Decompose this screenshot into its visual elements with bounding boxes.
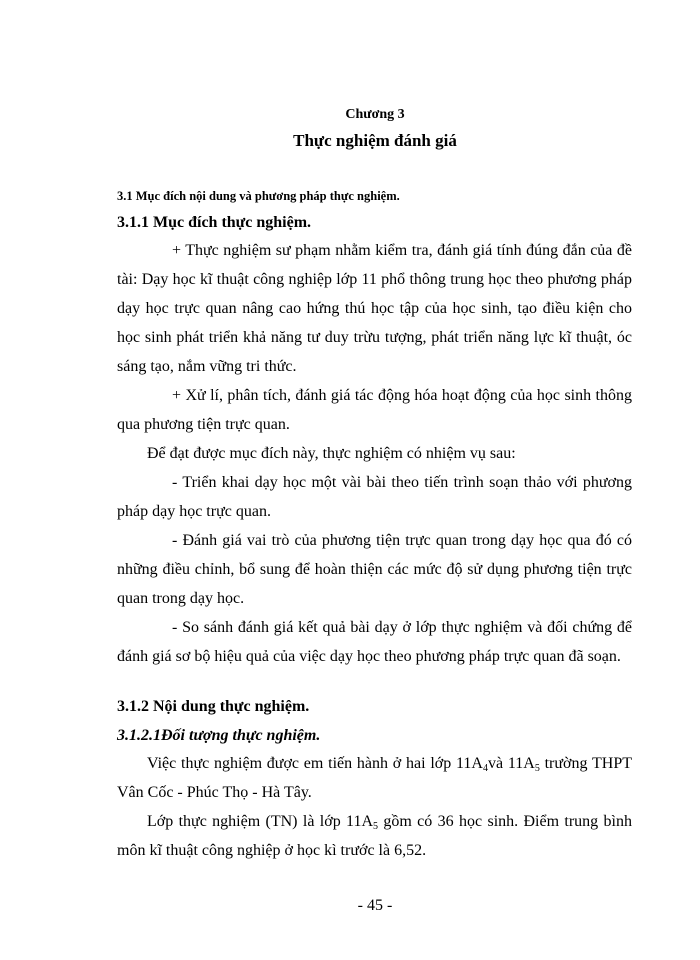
task-item-1: - Triển khai dạy học một vài bài theo tiến trình soạn thảo với phương pháp dạy học trực quan. — [117, 474, 632, 520]
section-3-1-2-1-heading: 3.1.2.1Đối tượng thực nghiệm. — [117, 727, 321, 744]
task-item-2: - Đánh giá vai trò của phương tiện trực quan trong dạy học qua đó có những điều chỉnh, bổ sung để hoàn thiện các mức độ sử dụng phương tiện trực quan trong dạy học. — [117, 532, 632, 607]
paragraph-class-text-b: gồm có 36 học sinh. Điểm trung bình môn kĩ thuật công nghiệp ở học kì trước là 6,52. — [117, 813, 632, 859]
chapter-title: Thực nghiệm đánh giá — [293, 131, 457, 150]
paragraph-tasks-intro: Để đạt được mục đích này, thực nghiệm có nhiệm vụ sau: — [147, 445, 516, 462]
section-3-1-heading: 3.1 Mục đích nội dung và phương pháp thực nghiệm. — [117, 189, 400, 203]
chapter-label: Chương 3 — [345, 107, 405, 122]
body-block-2 — [117, 749, 632, 865]
paragraph-experimental-class — [117, 807, 632, 865]
section-3-1-2-heading: 3.1.2 Nội dung thực nghiệm. — [117, 698, 310, 715]
paragraph-analysis: + Xử lí, phân tích, đánh giá tác động hóa hoạt động của học sinh thông qua phương tiện trực quan. — [117, 387, 632, 433]
subscript-5-class: 5 — [373, 821, 379, 832]
paragraph-subjects — [117, 749, 632, 807]
paragraph-subjects-text-c: trường THPT Vân Cốc - Phúc Thọ - Hà Tây. — [117, 755, 633, 801]
page-number: - 45 - — [357, 897, 393, 914]
body-block-1 — [117, 236, 632, 671]
task-item-3: - So sánh đánh giá kết quả bài dạy ở lớp thực nghiệm và đối chứng để đánh giá sơ bộ hiệu quả của việc dạy học theo phương pháp trực quan đã soạn. — [117, 619, 632, 665]
paragraph-subjects-text-b: và 11A — [487, 755, 535, 772]
subscript-4: 4 — [482, 763, 488, 774]
paragraph-purpose: + Thực nghiệm sư phạm nhằm kiểm tra, đánh giá tính đúng đắn của đề tài: Dạy học kĩ thuật công nghiệp lớp 11 phổ thông trung học theo phương pháp dạy học trực quan nâng cao hứng thú học tập của học sinh, tạo điều kiện cho học sinh phát triển khả năng tư duy trừu tượng, phát triển năng lực kĩ thuật, óc sáng tạo, nắm vững tri thức. — [117, 242, 632, 375]
paragraph-class-text-a: Lớp thực nghiệm (TN) là lớp 11A — [147, 813, 374, 830]
section-3-1-1-heading: 3.1.1 Mục đích thực nghiệm. — [117, 214, 312, 231]
paragraph-subjects-text-a: Việc thực nghiệm được em tiến hành ở hai lớp 11A — [147, 755, 483, 772]
subscript-5: 5 — [534, 763, 540, 774]
